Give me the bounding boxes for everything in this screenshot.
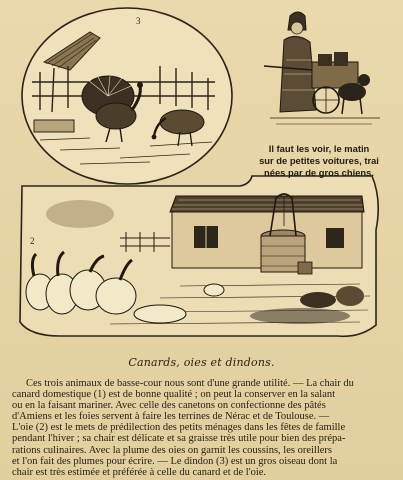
dog-cart-caption — [244, 143, 394, 180]
text-line: et l'on fait des plumes pour écrire. — Le dindon (3) est un gros oiseau dont la — [12, 455, 338, 467]
text-line: rations culinaires. Avec la plume des oies on garnit les coussins, les oreillers — [12, 444, 332, 456]
caption-line: nées par de gros chiens. — [264, 167, 374, 179]
figure-label-2: 2 — [30, 236, 35, 246]
caption-line: sur de petites voitures, trai — [259, 155, 379, 167]
figure-label-3: 3 — [136, 16, 141, 26]
text-line: chair est très estimée et préférée à celle du canard et de l'oie. — [12, 466, 267, 478]
text-line: L'oie (2) est le mets de prédilection des petits ménages dans les fêtes de famille — [12, 422, 346, 434]
text-line: ou en la faisant mariner. Avec celle des canetons on confectionne des pâtés — [12, 400, 326, 412]
dog-cart-vignette — [264, 12, 380, 124]
text-line: canard domestique (1) est de bonne qualité ; on peut la conserver en la salant — [12, 389, 336, 401]
text-line: Ces trois animaux de basse-cour nous sont d'une grande utilité. — La chair du — [26, 378, 354, 389]
figure-caption: Canards, oies et dindons. — [128, 356, 275, 369]
text-line: d'Amiens et les foies servent à faire les terrines de Nérac et de Toulouse. — — [12, 411, 330, 423]
geese-scene — [20, 176, 378, 336]
body-paragraph — [12, 378, 396, 478]
turkey-vignette — [22, 8, 232, 184]
text-line: pendant l'hiver ; sa chair est délicate et sa graisse très utile pour bien des prépa- — [12, 433, 346, 445]
caption-line: Il faut les voir, le matin — [268, 143, 370, 154]
